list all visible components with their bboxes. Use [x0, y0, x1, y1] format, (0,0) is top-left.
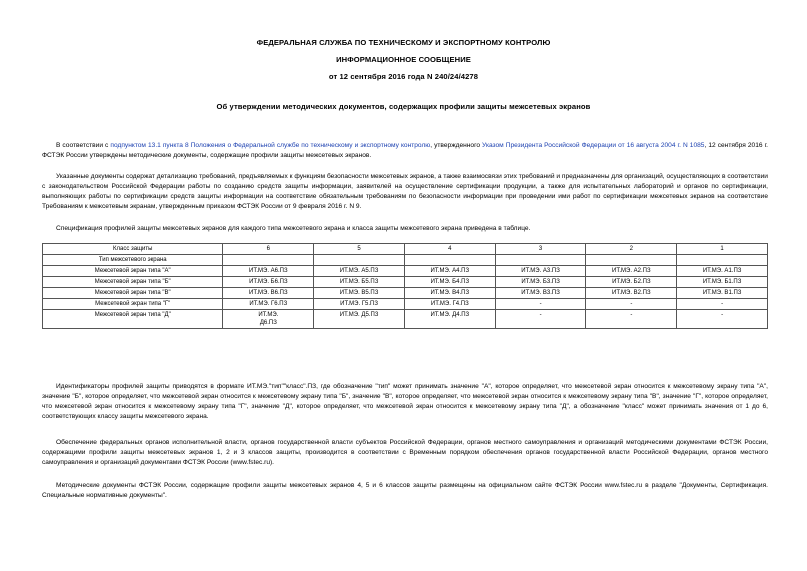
table-cell: ИТ.МЭ. А3.ПЗ	[495, 266, 586, 277]
document-title: Об утверждении методических документов, содержащих профили защиты межсетевых экранов	[216, 102, 591, 111]
table-cell: ИТ.МЭ. В4.ПЗ	[404, 288, 495, 299]
paragraph-5	[42, 438, 768, 468]
table-cell: ИТ.МЭ. Б4.ПЗ	[404, 277, 495, 288]
table-row	[43, 266, 768, 277]
table-row	[43, 310, 768, 329]
table-cell: ИТ.МЭ. В6.ПЗ	[223, 288, 314, 299]
table-cell: ИТ.МЭ. В1.ПЗ	[677, 288, 768, 299]
row-label: Межсетевой экран типа "Д"	[43, 310, 223, 329]
table-cell: ИТ.МЭ. Д4.ПЗ	[404, 310, 495, 329]
class-cell: 5	[314, 244, 405, 255]
paragraph-3-text: Спецификация профилей защиты межсетевых экранов для каждого типа межсетевого экрана и класса защиты межсетевого экрана приведена в таблице.	[56, 225, 531, 232]
document-date-number: от 12 сентября 2016 года N 240/24/4278	[328, 72, 479, 81]
table-row	[43, 288, 768, 299]
table-cell: -	[495, 299, 586, 310]
table-cell: -	[677, 299, 768, 310]
regulation-link[interactable]: подпунктом 13.1 пункта 8 Положения о Федеральной службе по техническому и экспортному контролю	[110, 142, 431, 149]
paragraph-1-text-a: В соответствии с	[56, 142, 111, 149]
table-row	[43, 277, 768, 288]
table-cell: ИТ.МЭ. А2.ПЗ	[586, 266, 677, 277]
table-cell: -	[495, 310, 586, 329]
row-label: Межсетевой экран типа "А"	[43, 266, 223, 277]
table-cell: ИТ.МЭ. В3.ПЗ	[495, 288, 586, 299]
paragraph-1-text-b: , утвержденного	[430, 142, 483, 149]
table-cell: ИТ.МЭ. В5.ПЗ	[314, 288, 405, 299]
table-row	[43, 299, 768, 310]
profiles-table	[42, 243, 768, 329]
table-cell: ИТ.МЭ. Г5.ПЗ	[314, 299, 405, 310]
table-cell: -	[586, 310, 677, 329]
paragraph-3	[42, 224, 768, 234]
paragraph-4	[42, 382, 768, 422]
class-cell: 3	[495, 244, 586, 255]
paragraph-6-text: Методические документы ФСТЭК России, содержащие профили защиты межсетевых экранов 4, 5 и 6 классов защиты размещены на официальном сайте ФСТЭК России www.fstec.ru в разделе "Документы, Сертификация. Специальные нормативные документы".	[42, 482, 768, 499]
class-cell: 1	[677, 244, 768, 255]
table-cell: ИТ.МЭ. Б1.ПЗ	[677, 277, 768, 288]
table-header-row	[43, 244, 768, 255]
class-header-cell: Класс защиты	[43, 244, 223, 255]
table-cell: ИТ.МЭ. Д5.ПЗ	[314, 310, 405, 329]
type-header-cell: Тип межсетевого экрана	[43, 255, 223, 266]
table-cell: ИТ.МЭ. Б3.ПЗ	[495, 277, 586, 288]
paragraph-2	[42, 172, 768, 212]
table-cell: ИТ.МЭ. Б5.ПЗ	[314, 277, 405, 288]
row-label: Межсетевой экран типа "Б"	[43, 277, 223, 288]
type-header-row	[43, 255, 768, 266]
table-cell: -	[677, 310, 768, 329]
table-cell: -	[586, 299, 677, 310]
document-kind: ИНФОРМАЦИОННОЕ СООБЩЕНИЕ	[336, 55, 471, 64]
row-label: Межсетевой экран типа "В"	[43, 288, 223, 299]
table-cell: ИТ.МЭ. Б6.ПЗ	[223, 277, 314, 288]
table-cell: ИТ.МЭ. А6.ПЗ	[223, 266, 314, 277]
table-cell: ИТ.МЭ. Г6.ПЗ	[223, 299, 314, 310]
paragraph-2-text: Указанные документы содержат детализацию требований, предъявляемых к функциям безопасности межсетевых экранов, а также взаимосвязи этих требований и предназначены для организаций, осуществляющих в соответствии с законодательством Российской Федерации работы по созданию средств защиты информации, заявителей на осуществление сертификации продукции, а также для испытательных лабораторий и органов по сертификации, выполняющих работы по сертификации средств защиты информации на соответствие обязательным требованиям по безопасности информации при проведении ими работ по сертификации межсетевых экранов на соответствие Требованиям к межсетевым экранам, утвержденным приказом ФСТЭК России от 9 февраля 2016 г. N 9.	[42, 173, 768, 210]
table-cell: ИТ.МЭ. Г4.ПЗ	[404, 299, 495, 310]
paragraph-6	[42, 481, 768, 501]
table-cell: ИТ.МЭ. Б2.ПЗ	[586, 277, 677, 288]
class-cell: 4	[404, 244, 495, 255]
agency-name: ФЕДЕРАЛЬНАЯ СЛУЖБА ПО ТЕХНИЧЕСКОМУ И ЭКСПОРТНОМУ КОНТРОЛЮ	[256, 38, 551, 47]
paragraph-4-text: Идентификаторы профилей защиты приводятся в формате ИТ.МЭ."тип""класс".ПЗ, где обозначение "тип" может принимать значение "А", которое определяет, что межсетевой экран относится к межсетевому экрану типа "А", значение "Б", которое определяет, что межсетевой экран относится к межсетевому экрану типа "Б", значение "В", которое определяет, что межсетевой экран относится к межсетевому экрану типа "В", значение "Г", которое определяет, что межсетевой экран относится к межсетевому экрану типа "Г", значение "Д", которое определяет, что межсетевой экран относится к межсетевому экрану типа "Д", а обозначение "класс" может принимать значения от 1 до 6, соответствующих классу защиты межсетевого экрана.	[42, 383, 768, 420]
table-cell: ИТ.МЭ. А1.ПЗ	[677, 266, 768, 277]
decree-link[interactable]: Указом Президента Российской Федерации от 16 августа 2004 г. N 1085	[482, 142, 705, 149]
class-cell: 2	[586, 244, 677, 255]
row-label: Межсетевой экран типа "Г"	[43, 299, 223, 310]
paragraph-5-text: Обеспечение федеральных органов исполнительной власти, органов государственной власти субъектов Российской Федерации, органов местного самоуправления и организаций методическими документами ФСТЭК России, содержащими профили защиты межсетевых экранов 1, 2 и 3 классов защиты, производится в соответствии с Временным порядком обеспечения органов государственной власти Российской Федерации, органов местного самоуправления и организаций документами ФСТЭК России (www.fstec.ru).	[42, 439, 768, 466]
class-cell: 6	[223, 244, 314, 255]
paragraph-1	[42, 141, 768, 161]
table-cell: ИТ.МЭ. В2.ПЗ	[586, 288, 677, 299]
paragraph-1-text-c: , 12 сентября 2016 г. ФСТЭК России утверждены методические документы, содержащие профили защиты межсетевых экранов.	[42, 142, 769, 159]
table-cell: ИТ.МЭ. Д6.ПЗ	[223, 310, 314, 329]
table-cell: ИТ.МЭ. А4.ПЗ	[404, 266, 495, 277]
table-cell: ИТ.МЭ. А5.ПЗ	[314, 266, 405, 277]
